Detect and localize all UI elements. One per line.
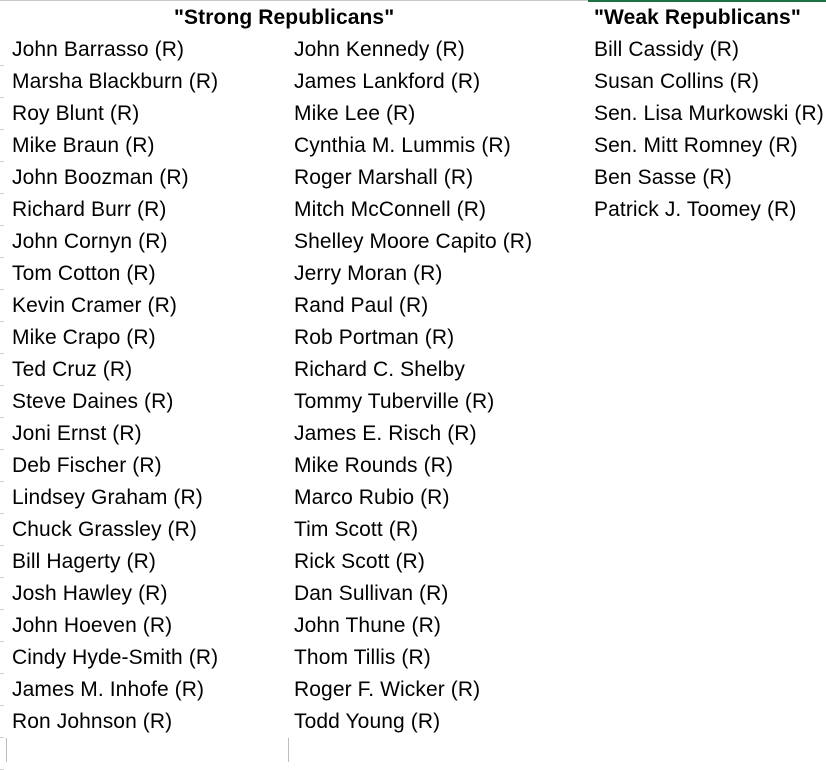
row-gridline-tick xyxy=(0,289,4,290)
row-gridline-tick xyxy=(0,321,4,322)
senator-cell[interactable]: Kevin Cramer (R) xyxy=(12,294,177,317)
senator-cell[interactable]: Rand Paul (R) xyxy=(294,294,429,317)
senator-cell[interactable]: Roger F. Wicker (R) xyxy=(294,678,481,701)
selected-cell-border xyxy=(588,0,826,2)
row-gridline-tick xyxy=(0,609,4,610)
senator-cell[interactable]: Jerry Moran (R) xyxy=(294,262,443,285)
column-divider xyxy=(288,738,289,762)
senator-cell[interactable]: Tommy Tuberville (R) xyxy=(294,390,495,413)
senator-cell[interactable]: Josh Hawley (R) xyxy=(12,582,168,605)
senator-cell[interactable]: John Barrasso (R) xyxy=(12,38,185,61)
row-gridline-tick xyxy=(0,129,4,130)
senator-cell[interactable]: Thom Tillis (R) xyxy=(294,646,431,669)
senator-cell[interactable]: Sen. Lisa Murkowski (R) xyxy=(594,102,824,125)
senator-cell[interactable]: Patrick J. Toomey (R) xyxy=(594,198,797,221)
senator-cell[interactable]: Mike Braun (R) xyxy=(12,134,155,157)
senator-cell[interactable]: Bill Hagerty (R) xyxy=(12,550,156,573)
senator-cell[interactable]: Steve Daines (R) xyxy=(12,390,174,413)
row-gridline-tick xyxy=(0,481,4,482)
row-gridline-tick xyxy=(0,385,4,386)
senator-cell[interactable]: Ben Sasse (R) xyxy=(594,166,732,189)
senator-cell[interactable]: Shelley Moore Capito (R) xyxy=(294,230,533,253)
senator-cell[interactable]: Mike Rounds (R) xyxy=(294,454,454,477)
row-gridline-tick xyxy=(0,353,4,354)
senator-cell[interactable]: Richard C. Shelby xyxy=(294,358,465,381)
strong-republicans-column-2 xyxy=(294,34,532,738)
row-gridline-tick xyxy=(0,545,4,546)
senator-cell[interactable]: Ron Johnson (R) xyxy=(12,710,173,733)
senator-cell[interactable]: James Lankford (R) xyxy=(294,70,481,93)
strong-republicans-header[interactable]: "Strong Republicans" xyxy=(174,6,395,29)
senator-cell[interactable]: Lindsey Graham (R) xyxy=(12,486,203,509)
senator-cell[interactable]: Mike Lee (R) xyxy=(294,102,416,125)
row-gridline-tick xyxy=(0,705,4,706)
column-divider xyxy=(6,738,7,762)
sheet-top-border xyxy=(0,0,588,1)
senator-cell[interactable]: Bill Cassidy (R) xyxy=(594,38,740,61)
senator-cell[interactable]: Ted Cruz (R) xyxy=(12,358,133,381)
row-gridline-tick xyxy=(0,737,4,738)
row-gridline-tick xyxy=(0,449,4,450)
row-gridline-tick xyxy=(0,193,4,194)
row-gridline-tick xyxy=(0,97,4,98)
senator-cell[interactable]: Joni Ernst (R) xyxy=(12,422,142,445)
row-gridline-tick xyxy=(0,225,4,226)
senator-cell[interactable]: Marsha Blackburn (R) xyxy=(12,70,219,93)
senator-cell[interactable]: Chuck Grassley (R) xyxy=(12,518,197,541)
senator-cell[interactable]: Cynthia M. Lummis (R) xyxy=(294,134,511,157)
row-gridline-tick xyxy=(0,641,4,642)
senator-cell[interactable]: Tom Cotton (R) xyxy=(12,262,156,285)
senator-cell[interactable]: Cindy Hyde-Smith (R) xyxy=(12,646,219,669)
row-gridline-tick xyxy=(0,417,4,418)
weak-republicans-header[interactable]: "Weak Republicans" xyxy=(594,6,801,29)
senator-cell[interactable]: John Cornyn (R) xyxy=(12,230,168,253)
strong-republicans-column-1 xyxy=(12,34,218,738)
row-gridline-tick xyxy=(0,161,4,162)
senator-cell[interactable]: Sen. Mitt Romney (R) xyxy=(594,134,798,157)
senator-cell[interactable]: James M. Inhofe (R) xyxy=(12,678,205,701)
weak-republicans-column xyxy=(594,34,824,226)
senator-cell[interactable]: Susan Collins (R) xyxy=(594,70,760,93)
senator-cell[interactable]: Mitch McConnell (R) xyxy=(294,198,487,221)
senator-cell[interactable]: James E. Risch (R) xyxy=(294,422,477,445)
senator-cell[interactable]: Marco Rubio (R) xyxy=(294,486,450,509)
senator-cell[interactable]: Todd Young (R) xyxy=(294,710,441,733)
senator-cell[interactable]: Roger Marshall (R) xyxy=(294,166,474,189)
senator-cell[interactable]: Dan Sullivan (R) xyxy=(294,582,449,605)
senator-cell[interactable]: Tim Scott (R) xyxy=(294,518,419,541)
senator-cell[interactable]: Richard Burr (R) xyxy=(12,198,167,221)
senator-cell[interactable]: Mike Crapo (R) xyxy=(12,326,156,349)
row-gridline-tick xyxy=(0,257,4,258)
row-gridline-tick xyxy=(0,65,4,66)
row-gridline-tick xyxy=(0,577,4,578)
senator-cell[interactable]: Roy Blunt (R) xyxy=(12,102,140,125)
senator-cell[interactable]: Rob Portman (R) xyxy=(294,326,455,349)
row-gridline-tick xyxy=(0,513,4,514)
senator-cell[interactable]: John Hoeven (R) xyxy=(12,614,173,637)
row-gridline-tick xyxy=(0,673,4,674)
senator-cell[interactable]: Deb Fischer (R) xyxy=(12,454,162,477)
senator-cell[interactable]: John Thune (R) xyxy=(294,614,441,637)
senator-cell[interactable]: Rick Scott (R) xyxy=(294,550,425,573)
senator-cell[interactable]: John Boozman (R) xyxy=(12,166,189,189)
senator-cell[interactable]: John Kennedy (R) xyxy=(294,38,465,61)
